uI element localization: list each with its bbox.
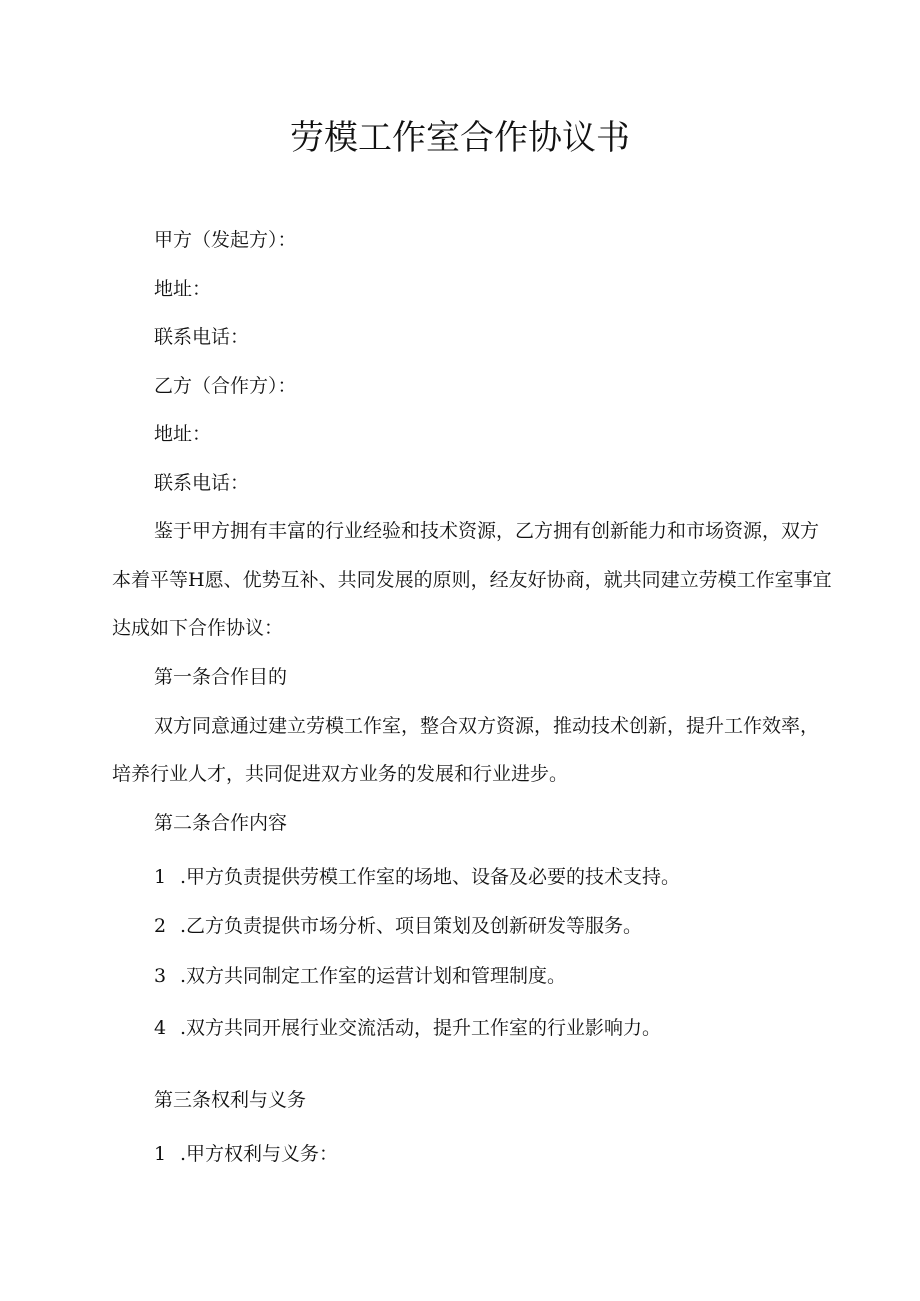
list-item-number: 2 — [154, 915, 167, 937]
party-a-phone-label: 联系电话： — [154, 326, 250, 348]
article-1-body-line-1: 双方同意通过建立劳模工作室，整合双方资源，推动技术创新，提升工作效率， — [154, 715, 820, 737]
list-item-text: .甲方权利与义务： — [180, 1143, 339, 1165]
article-1-heading: 第一条合作目的 — [154, 666, 288, 688]
party-a-address-label: 地址： — [154, 278, 212, 300]
article-2-item-1 — [154, 864, 680, 890]
article-2-item-2 — [154, 913, 642, 939]
preamble-line-1: 鉴于甲方拥有丰富的行业经验和技术资源，乙方拥有创新能力和市场资源，双方 — [154, 520, 820, 542]
article-3-item-1 — [154, 1141, 338, 1167]
preamble-line-3: 达成如下合作协议： — [112, 617, 284, 639]
list-item-number: 3 — [154, 965, 167, 987]
party-b-phone-label: 联系电话： — [154, 472, 250, 494]
article-3-heading: 第三条权利与义务 — [154, 1089, 307, 1111]
party-b-address-label: 地址： — [154, 423, 212, 445]
list-item-text: .双方共同开展行业交流活动，提升工作室的行业影响力。 — [180, 1017, 662, 1039]
preamble-line-2: 本着平等H愿、优势互补、共同发展的原则，经友好协商，就共同建立劳模工作室事宜 — [112, 569, 832, 591]
article-2-item-3 — [154, 963, 566, 989]
party-b-label: 乙方（合作方）： — [154, 375, 297, 397]
list-item-text: .双方共同制定工作室的运营计划和管理制度。 — [180, 965, 567, 987]
list-item-text: .甲方负责提供劳模工作室的场地、设备及必要的技术支持。 — [180, 866, 681, 888]
list-item-number: 1 — [154, 866, 167, 888]
article-2-heading: 第二条合作内容 — [154, 812, 288, 834]
article-2-item-4 — [154, 1015, 661, 1041]
party-a-label: 甲方（发起方）： — [154, 229, 297, 251]
list-item-text: .乙方负责提供市场分析、项目策划及创新研发等服务。 — [180, 915, 643, 937]
list-item-number: 4 — [154, 1017, 167, 1039]
document-title: 劳模工作室合作协议书 — [290, 118, 630, 158]
list-item-number: 1 — [154, 1143, 167, 1165]
article-1-body-line-2: 培养行业人才，共同促进双方业务的发展和行业进步。 — [112, 763, 569, 785]
